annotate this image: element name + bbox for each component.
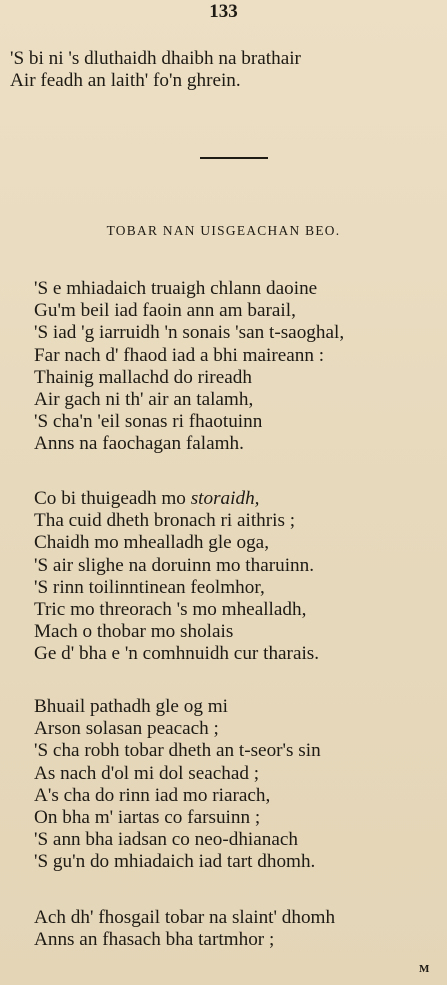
verse-line: Tha cuid dheth bronach ri aithris ; — [34, 510, 296, 532]
verse-line: A's cha do rinn iad mo riarach, — [34, 784, 271, 806]
verse-line: On bha m' iartas co farsuinn ; — [34, 807, 261, 829]
verse-line: 'S cha'n 'eil sonas ri fhaotuinn — [34, 411, 263, 433]
verse-line: 'S cha robh tobar dheth an t-seor's sin — [34, 740, 321, 762]
verse-line: 'S rinn toilinntinean feolmhor, — [34, 576, 265, 598]
verse-line: Anns an fhasach bha tartmhor ; — [34, 929, 275, 951]
verse-line: Bhuail pathadh gle og mi — [34, 696, 228, 717]
section-divider — [200, 157, 268, 159]
verse-line — [34, 488, 319, 510]
verse-line: 'S gu'n do mhiadaich iad tart dhomh. — [34, 851, 316, 873]
stanza-4 — [34, 907, 335, 951]
printer-signature-mark: M — [419, 963, 430, 975]
verse-line: Gu'm beil iad faoin ann am barail, — [34, 300, 296, 322]
verse-line: 'S ann bha iadsan co neo-dhianach — [34, 829, 298, 851]
stanza-1 — [34, 278, 344, 456]
verse-line: 'S air slighe na doruinn mo tharuinn. — [34, 554, 315, 576]
verse-line: Air feadh an laith' fo'n ghrein. — [10, 70, 241, 92]
verse-line: As nach d'ol mi dol seachad ; — [34, 762, 260, 784]
opening-lines — [10, 48, 301, 92]
verse-line: Anns na faochagan falamh. — [34, 433, 244, 455]
verse-line: Mach o thobar mo sholais — [34, 621, 234, 643]
verse-line: 'S iad 'g iarruidh 'n sonais 'san t-saoghal, — [34, 322, 345, 344]
verse-line: Ge d' bha e 'n comhnuidh cur tharais. — [34, 643, 320, 665]
verse-line: Far nach d' fhaod iad a bhi maireann : — [34, 344, 325, 366]
verse-line: Air gach ni th' air an talamh, — [34, 389, 254, 411]
verse-line: Thainig mallachd do rireadh — [34, 366, 252, 388]
verse-text: Co bi thuigeadh mo — [34, 488, 186, 509]
verse-line: 'S e mhiadaich truaigh chlann daoine — [34, 278, 318, 299]
stanza-2 — [34, 488, 319, 666]
page-number: 133 — [209, 1, 238, 22]
verse-line: Ach dh' fhosgail tobar na slaint' dhomh — [34, 907, 336, 928]
verse-line: Tric mo threorach 's mo mhealladh, — [34, 599, 307, 621]
italic-word: storaidh, — [190, 488, 260, 509]
verse-line: 'S bi ni 's dluthaidh dhaibh na brathair — [10, 48, 301, 69]
stanza-3 — [34, 696, 321, 874]
verse-line: Chaidh mo mhealladh gle oga, — [34, 532, 269, 554]
verse-line: Arson solasan peacach ; — [34, 718, 219, 740]
poem-title: TOBAR NAN UISGEACHAN BEO. — [106, 223, 341, 238]
